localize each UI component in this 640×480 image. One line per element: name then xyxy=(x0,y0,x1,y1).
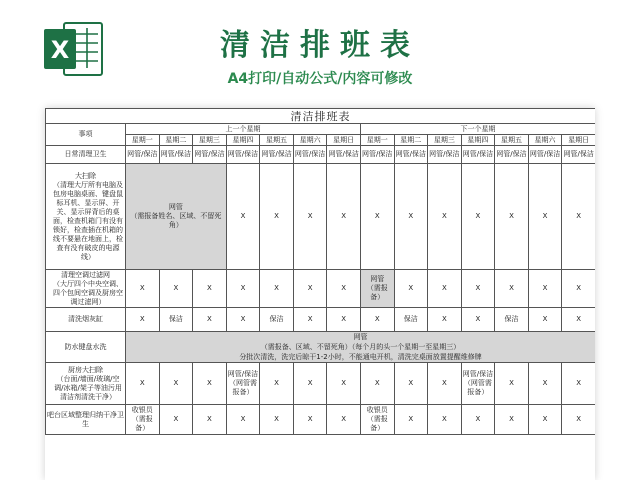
table-row xyxy=(46,332,596,363)
schedule-cell: X xyxy=(327,164,361,270)
schedule-cell: X xyxy=(260,363,294,405)
task-name: 大扫除 xyxy=(75,171,96,180)
schedule-cell: 网管/保洁 xyxy=(528,146,562,164)
task-name-cell xyxy=(46,164,126,270)
task-name: 厨房大扫除 xyxy=(68,365,103,374)
task-name-cell xyxy=(46,146,126,164)
schedule-cell: X xyxy=(562,270,595,308)
day-header: 星期三 xyxy=(193,135,227,146)
schedule-cell: X xyxy=(126,270,160,308)
schedule-cell: X xyxy=(293,308,327,332)
day-header: 星期一 xyxy=(360,135,394,146)
schedule-cell: X xyxy=(293,405,327,435)
schedule-cell: X xyxy=(428,308,462,332)
schedule-cell: 收银员 （需报备） xyxy=(360,405,394,435)
day-header: 星期四 xyxy=(226,135,260,146)
table-row xyxy=(46,164,596,270)
task-description: （台面/墙面/玻璃/空调/冰箱/架子等油污用清洁剂清洗干净） xyxy=(54,374,122,401)
schedule-cell: X xyxy=(159,405,193,435)
week-label: 上一个星期 xyxy=(126,124,361,135)
schedule-cell: X xyxy=(360,363,394,405)
schedule-cell: X xyxy=(394,270,428,308)
table-row xyxy=(46,308,596,332)
table-row xyxy=(46,270,596,308)
schedule-cell: X xyxy=(193,363,227,405)
task-name-cell xyxy=(46,363,126,405)
schedule-cell: X xyxy=(327,363,361,405)
schedule-cell: X xyxy=(528,363,562,405)
schedule-cell: 网管/保洁 xyxy=(327,146,361,164)
schedule-cell: X xyxy=(394,405,428,435)
schedule-cell: X xyxy=(260,164,294,270)
merged-note-line: 分批次清洗，洗完后晾干1-2小时，不能通电开机，清洗完桌面放置提醒维修牌 xyxy=(239,353,482,361)
day-header: 星期五 xyxy=(260,135,294,146)
schedule-cell: 保洁 xyxy=(394,308,428,332)
banner xyxy=(0,0,640,100)
task-name: 防水键盘水洗 xyxy=(64,342,107,351)
task-name-cell xyxy=(46,308,126,332)
schedule-cell: X xyxy=(327,405,361,435)
task-name: 日常清理卫生 xyxy=(64,150,107,158)
schedule-table xyxy=(45,108,595,435)
merged-assignment: 网管 （需报备姓名、区域、不留死角） xyxy=(126,164,227,270)
schedule-cell: 网管/保洁 xyxy=(293,146,327,164)
schedule-cell: 网管/保洁 （网管需报备） xyxy=(226,363,260,405)
schedule-cell: 保洁 xyxy=(159,308,193,332)
schedule-cell: X xyxy=(528,308,562,332)
schedule-cell: X xyxy=(461,270,495,308)
schedule-cell: X xyxy=(461,405,495,435)
schedule-cell: X xyxy=(495,363,529,405)
schedule-cell: 网管/保洁 xyxy=(562,146,595,164)
schedule-cell: 网管/保洁 xyxy=(260,146,294,164)
schedule-cell: 网管/保洁 xyxy=(159,146,193,164)
schedule-cell: 网管/保洁 xyxy=(461,146,495,164)
schedule-cell: X xyxy=(193,308,227,332)
week-label: 下一个星期 xyxy=(360,124,595,135)
schedule-cell: X xyxy=(428,363,462,405)
schedule-cell: X xyxy=(293,270,327,308)
schedule-cell: X xyxy=(528,270,562,308)
schedule-cell: X xyxy=(293,164,327,270)
day-header: 星期三 xyxy=(428,135,462,146)
schedule-cell: 网管/保洁 （网管需报备） xyxy=(461,363,495,405)
schedule-cell: X xyxy=(226,405,260,435)
schedule-cell: 网管/保洁 xyxy=(193,146,227,164)
schedule-cell: 网管/保洁 xyxy=(126,146,160,164)
day-header: 星期日 xyxy=(562,135,595,146)
task-name-cell xyxy=(46,405,126,435)
schedule-cell: 网管/保洁 xyxy=(428,146,462,164)
schedule-cell: 网管/保洁 xyxy=(360,146,394,164)
schedule-cell: X xyxy=(394,363,428,405)
day-header: 星期四 xyxy=(461,135,495,146)
schedule-cell: X xyxy=(193,405,227,435)
task-name: 吧台区域整理归纳干净卫生 xyxy=(47,410,124,428)
schedule-cell: 保洁 xyxy=(260,308,294,332)
schedule-cell: X xyxy=(562,164,595,270)
schedule-cell: X xyxy=(260,270,294,308)
task-name: 清洗烟灰缸 xyxy=(68,315,103,323)
schedule-cell: X xyxy=(260,405,294,435)
day-header: 星期二 xyxy=(159,135,193,146)
schedule-cell: X xyxy=(495,270,529,308)
table-row xyxy=(46,405,596,435)
day-header: 星期五 xyxy=(495,135,529,146)
spreadsheet-preview xyxy=(45,108,595,480)
sheet-title: 清洁排班表 xyxy=(46,109,596,124)
schedule-cell: 保洁 xyxy=(495,308,529,332)
task-description: （清理大厅所有电脑及包房电脑桌面、键盘鼠标耳机、显示屏、开关、显示屏背后的桌面，检查机箱门有没有锁好，检查插在机箱的线不要悬在地面上，检查有没有破皮的电源线） xyxy=(53,180,123,261)
schedule-cell: X xyxy=(126,363,160,405)
page-subtitle: A4打印/自动公式/内容可修改 xyxy=(227,71,413,87)
day-header: 星期六 xyxy=(528,135,562,146)
table-row xyxy=(46,363,596,405)
schedule-cell: X xyxy=(226,270,260,308)
day-header: 星期日 xyxy=(327,135,361,146)
schedule-cell: 网管/保洁 xyxy=(226,146,260,164)
task-name-cell xyxy=(46,270,126,308)
schedule-cell: X xyxy=(360,164,394,270)
schedule-cell: X xyxy=(495,405,529,435)
task-name: 清理空调过滤网 xyxy=(61,270,110,279)
schedule-cell: X xyxy=(226,308,260,332)
schedule-cell: X xyxy=(562,308,595,332)
schedule-cell: X xyxy=(360,308,394,332)
schedule-cell: X xyxy=(461,164,495,270)
svg-text:X: X xyxy=(50,36,70,64)
schedule-cell: X xyxy=(327,308,361,332)
schedule-cell: X xyxy=(394,164,428,270)
schedule-cell: 网管/保洁 xyxy=(394,146,428,164)
schedule-cell: X xyxy=(159,270,193,308)
schedule-cell: X xyxy=(528,405,562,435)
schedule-cell: X xyxy=(495,164,529,270)
schedule-cell: X xyxy=(193,270,227,308)
schedule-cell: 收银员 （需报备） xyxy=(126,405,160,435)
day-header: 星期六 xyxy=(293,135,327,146)
task-name-cell xyxy=(46,332,126,363)
schedule-cell: X xyxy=(562,363,595,405)
schedule-cell: 网管 （需报备） xyxy=(360,270,394,308)
schedule-cell: X xyxy=(226,164,260,270)
day-header: 星期二 xyxy=(394,135,428,146)
schedule-cell: X xyxy=(428,164,462,270)
schedule-cell: X xyxy=(562,405,595,435)
schedule-cell: X xyxy=(327,270,361,308)
schedule-cell: 网管/保洁 xyxy=(495,146,529,164)
schedule-cell: X xyxy=(126,308,160,332)
day-header: 星期一 xyxy=(126,135,160,146)
merged-assignment xyxy=(126,332,596,363)
schedule-cell: X xyxy=(159,363,193,405)
schedule-cell: X xyxy=(428,405,462,435)
merged-note-line: 网管 xyxy=(353,333,368,341)
merged-note-line: （需报备、区域、不留死角）（每个月的头一个星期一至星期三） xyxy=(260,343,461,351)
task-description: （大厅四个中央空调、四个包间空调及厨房空调过滤网） xyxy=(53,279,123,306)
schedule-cell: X xyxy=(428,270,462,308)
item-header: 事项 xyxy=(46,124,126,146)
page-title: 清洁排班表 xyxy=(220,28,420,63)
table-row xyxy=(46,146,596,164)
schedule-cell: X xyxy=(461,308,495,332)
schedule-cell: X xyxy=(528,164,562,270)
schedule-cell: X xyxy=(293,363,327,405)
